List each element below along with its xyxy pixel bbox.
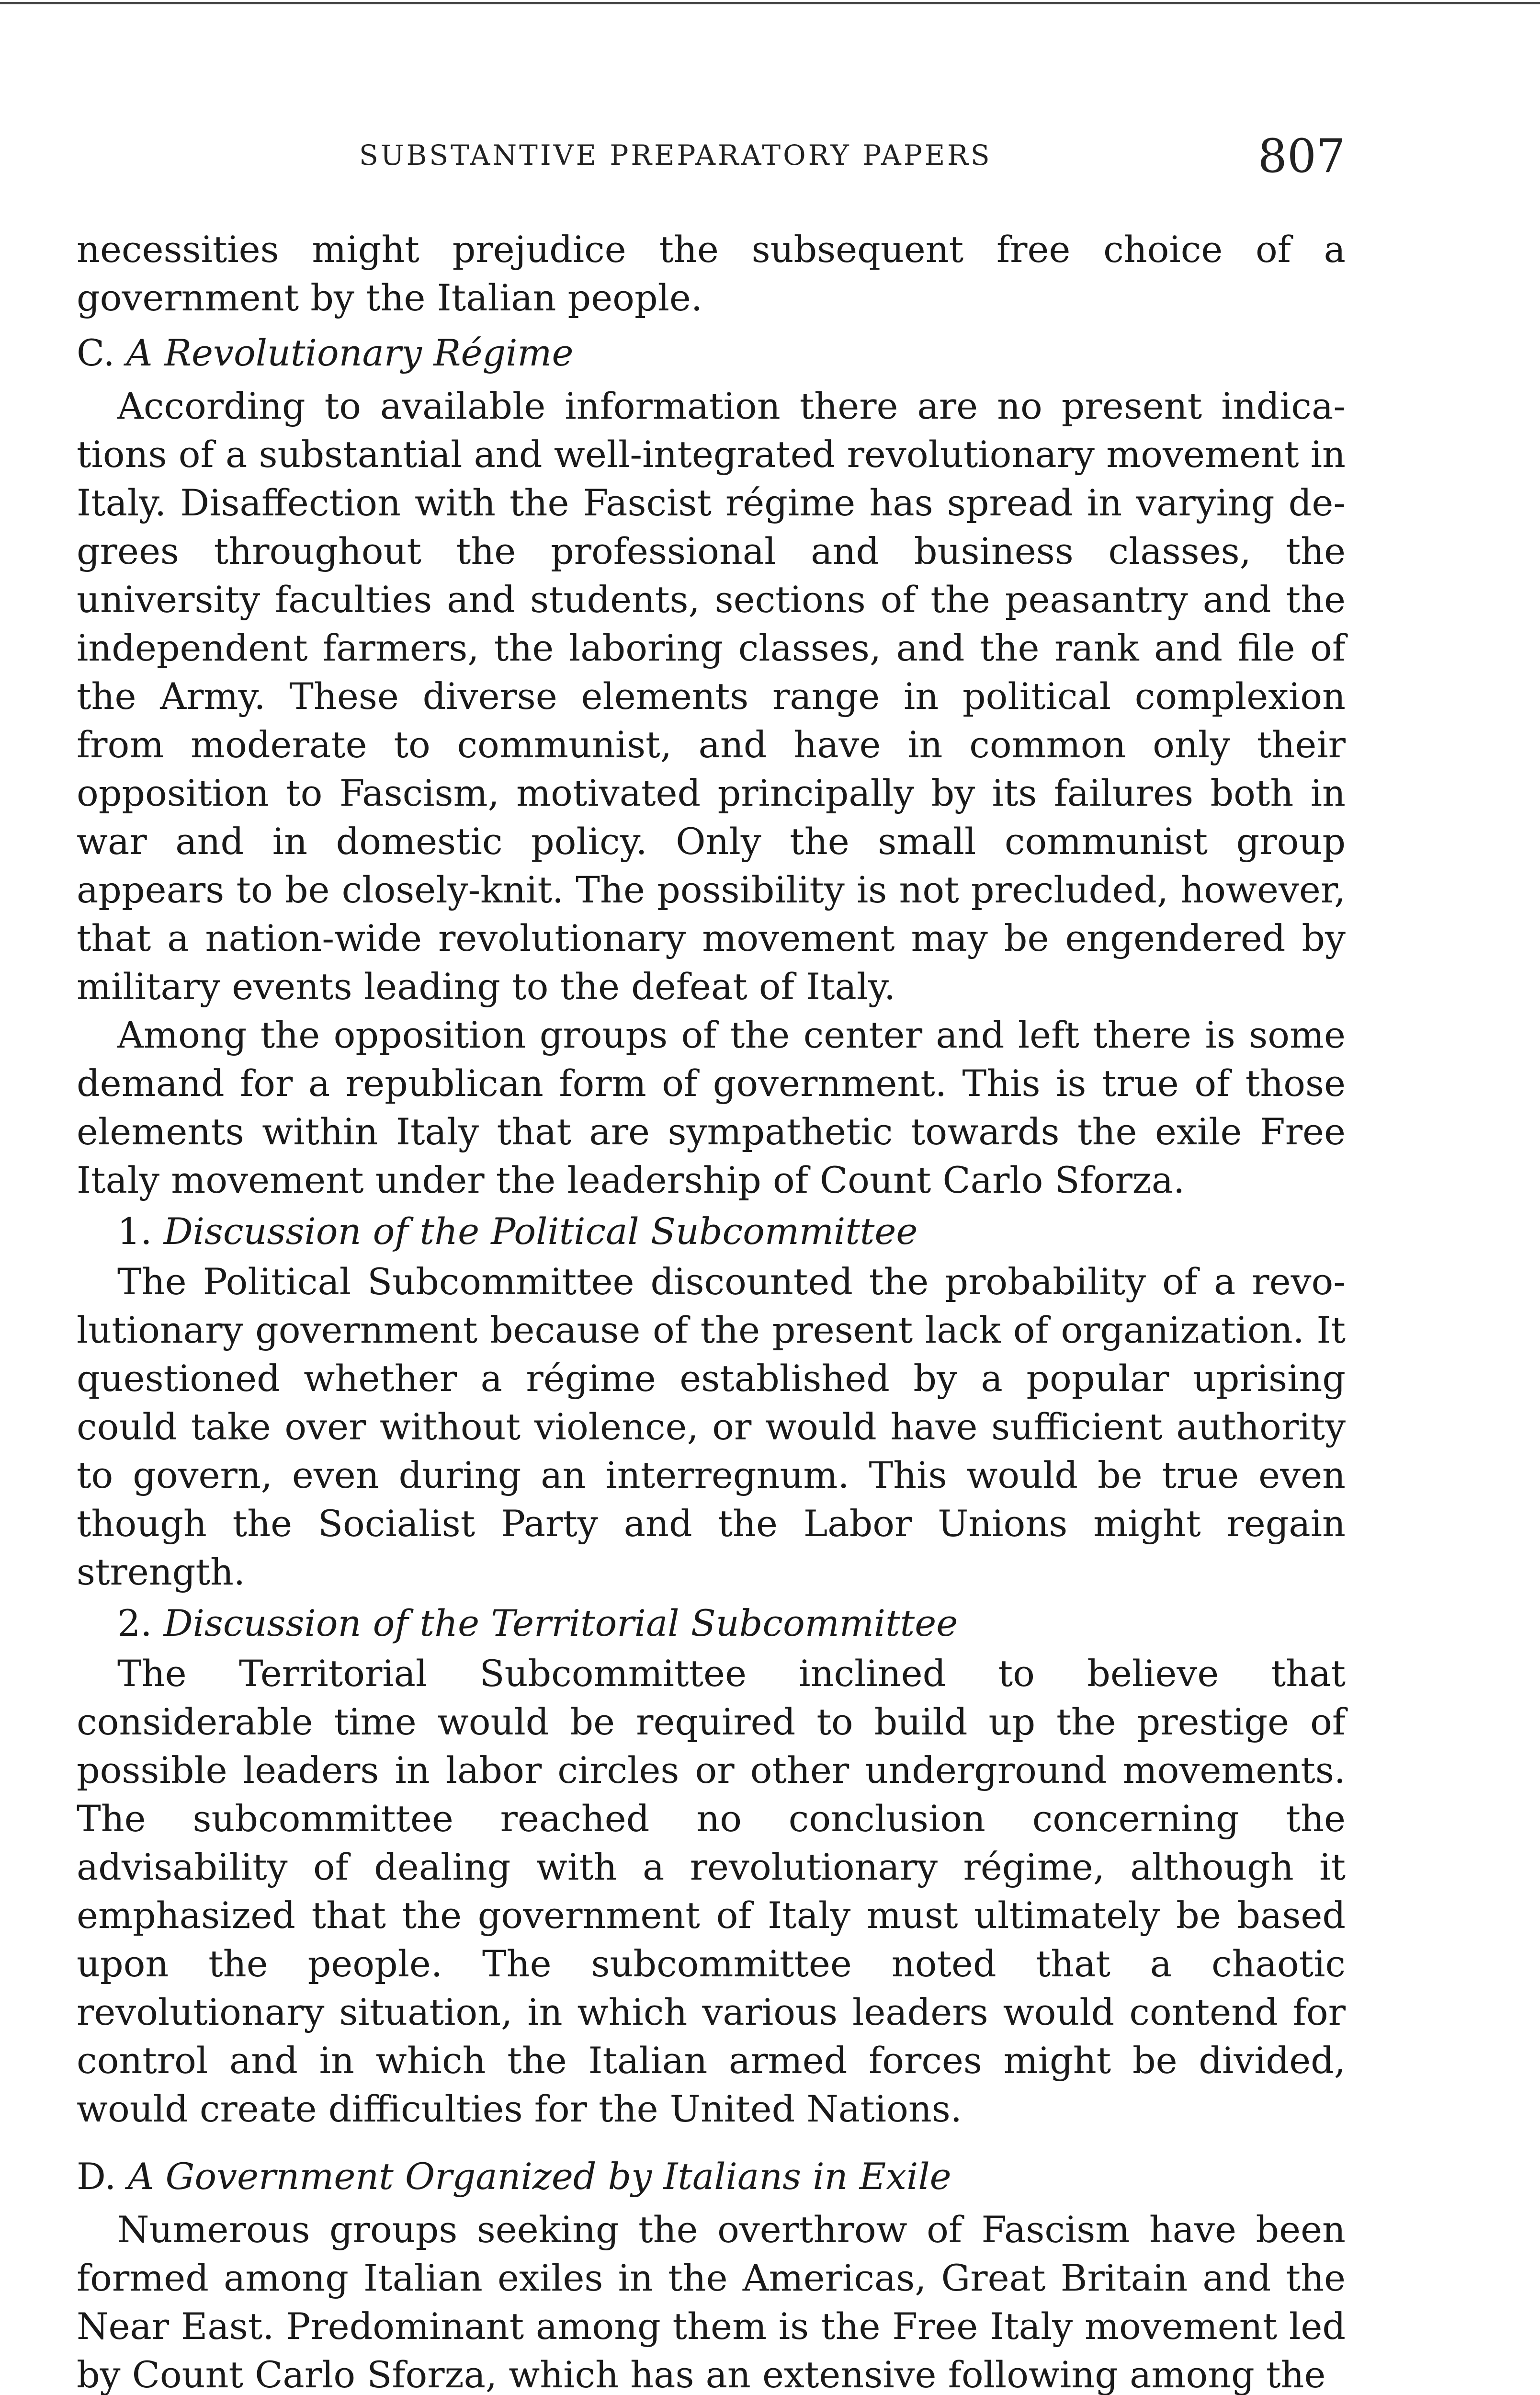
subsection-2-paragraph: The Territorial Subcommittee inclined to believe that considerable time would be required to build up the prestige of possible leaders in labor circles or other underground movements. The subcommittee reached no conclusion concerning the advisability of dealing with a revolutionary régime, although it emphasized that the government of Italy must ultimately be based upon the people. The subcommittee noted that a chaotic revolutionary situation, in which various leaders would contend for control and in which the Italian armed forces might be divided, would create difficulties for the United Nations.: [77, 1652, 1346, 2130]
running-head: [77, 129, 1346, 187]
section-d-title: A Government Organized by Italians in Exile: [127, 2155, 951, 2198]
subsection-2-title: Discussion of the Territorial Subcommittee: [163, 1602, 958, 1644]
section-c-paragraph-1: According to available information there are no present indications of a substantial and well-integrated revolutionary movement in Italy. Disaffection with the Fascist régime has spread in varying degrees throughout the professional and business classes, the university faculties and students, sections of the peasantry and the independent farmers, the laboring classes, and the rank and file of the Army. These diverse elements range in political complexion from moderate to communist, and have in common only their opposition to Fascism, motivated principally by its failures both in war and in domestic policy. Only the small communist group appears to be closely-knit. The possibility is not precluded, however, that a nation-wide revolutionary movement may be engendered by military events leading to the defeat of Italy.: [77, 385, 1346, 1008]
section-c-title: A Revolutionary Régime: [126, 331, 574, 374]
section-c-paragraph-2: Among the opposition groups of the center and left there is some demand for a republican form of government. This is true of those elements within Italy that are sympathetic towards the exile Free Italy movement under the leadership of Count Carlo Sforza.: [77, 1014, 1346, 1201]
section-c-heading: [77, 329, 1346, 377]
subsection-1-label: 1.: [117, 1210, 152, 1253]
subsection-2-heading: [77, 1599, 1346, 1647]
subsection-1-title: Discussion of the Political Subcommittee: [163, 1210, 918, 1253]
top-border-rule: [0, 2, 1540, 4]
section-d-label: D.: [77, 2155, 116, 2198]
continued-paragraph: necessities might prejudice the subsequent free choice of a government by the Italian people.: [77, 228, 1346, 319]
subsection-1-heading: [77, 1207, 1346, 1255]
page-number: 807: [1257, 129, 1346, 183]
section-d-heading: [77, 2152, 1346, 2201]
running-title: SUBSTANTIVE PREPARATORY PAPERS: [359, 139, 992, 171]
section-d-paragraph-1: Numerous groups seeking the overthrow of Fascism have been formed among Italian exiles in the Americas, Great Britain and the Near East. Predominant among them is the Free Italy movement led by Count Carlo Sforza, which has an extensive following among the: [77, 2208, 1346, 2395]
section-c-label: C.: [77, 331, 115, 374]
subsection-2-label: 2.: [117, 1602, 152, 1644]
subsection-1-paragraph: The Political Subcommittee discounted the probability of a revolutionary government because of the present lack of organization. It questioned whether a régime established by a popular uprising could take over without violence, or would have sufficient authority to govern, even during an interregnum. This would be true even though the Socialist Party and the Labor Unions might regain strength.: [77, 1260, 1346, 1593]
body-text: [77, 225, 1346, 2395]
